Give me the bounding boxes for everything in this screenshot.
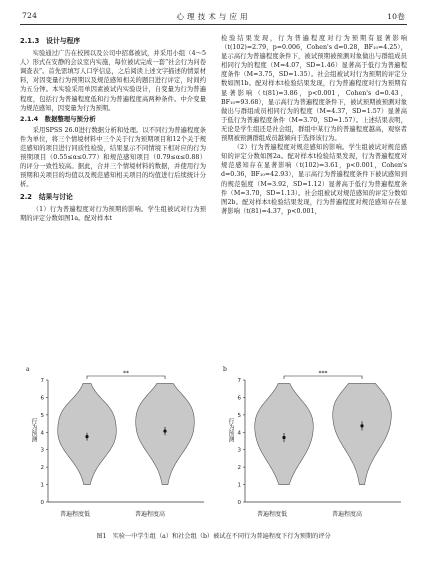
paragraph-results-cont: 检验结果发现，行为普遍程度对行为预期有显著影响（t(102)=2.79，p=0.006，Cohen's d=0.28，BF₁₀=4.25），显示高行为普遍程度条件下，被试预期被预测对象做出与群组成员相同行为的程度（M=4.07，SD=1.46）显著高于低行为普遍程度条件（M=3.75，SD=1.35）。社会组被试对行为预期的评定分数如图1b。配对样本t检验结果发现，行为普遍程度对行为预期有显著影响（t(81)=3.86，p<0.001，Cohen's d=0.43，BF₁₀=93.68），显示高行为普遍程度条件下，被试预期被预测对象做出与群组成员相同行为的程度（M=4.37，SD=1.57）显著高于低行为普遍程度条件（M=3.70，SD=1.57）。上述结果表明，无论是学生组还是社会组，群组中某行为的普遍程度越高，观察者预期被预测群组成员越倾向于选择该行为。 <box>221 35 407 143</box>
mean-point-1 <box>360 424 363 427</box>
page-number: 724 <box>22 11 38 20</box>
y-tick-label: 6 <box>237 395 241 402</box>
x-label-low-a: 普遍程度低 <box>60 511 91 518</box>
violin-chart-b <box>217 366 407 526</box>
violin-panel-a <box>20 366 210 526</box>
y-tick-label: 4 <box>40 430 44 437</box>
paragraph-data: 采用SPSS 26.0进行数据分析和处理。以不同行为普遍程度条件为单位，将三个情境材料中三个关于行为预期项目和12个关于规范感知的项目进行同质性检验，结果显示不同情境下相对应的行为预期项目（0.55≤α≤0.77）和规范感知项目（0.79≤α≤0.88）的评分一致性较高。据此，合并三个情境材料的数据，并使用行为预期和关项目的均值以及规范感知相关项目的均值进行后续统计分析。 <box>20 126 206 189</box>
journal-title: 心理技术与应用 <box>176 12 251 21</box>
panel-label-b: b <box>223 366 227 373</box>
figure-caption: 图1 实验一中学生组（a）和社会组（b）被试在不同行为普遍程度下行为预期的评分 <box>96 533 331 540</box>
y-tick-label: 1 <box>237 482 241 489</box>
section-heading-data: 2.1.4 数据整理与预分析 <box>20 114 96 123</box>
section-heading-results: 2.2 结果与讨论 <box>20 192 73 201</box>
x-label-low-b: 普遍程度低 <box>257 511 288 518</box>
y-axis-label-a: 行为预测 <box>30 418 37 442</box>
panel-label-a: a <box>26 366 30 373</box>
mean-point-0 <box>85 435 88 438</box>
y-axis-label-b: 行为预测 <box>227 418 234 442</box>
y-tick-label: 3 <box>237 447 241 454</box>
paragraph-results-2: （2）行为普遍程度对规范感知的影响。学生组被试对规范感知的评定分数如图2a。配对样本t检验结果发现，行为普遍程度对规范感知存在显著影响（t(102)=3.61，p<0.001，Cohen's d=0.36，BF₁₀=42.93），显示高行为普遍程度条件下被试感知到的规范强度（M=3.92，SD=1.12）显著高于低行为普遍程度条件（M=3.70，SD=1.13）。社会组被试对规范感知的评定分数如图2b。配对样本t检验结果发现，行为普遍程度对规范感知存在显著影响（t(81)=4.37，p<0.001， <box>221 144 407 215</box>
violin-panel-b <box>217 366 407 526</box>
right-column <box>221 34 407 216</box>
mean-point-0 <box>282 436 285 439</box>
x-label-high-b: 普遍程度高 <box>332 511 363 518</box>
significance-label: ** <box>123 370 129 377</box>
left-column <box>20 34 206 223</box>
y-tick-label: 1 <box>40 482 44 489</box>
paragraph-design: 实验通过广告在校园以及公司中招募被试，并采用小组（4～5人）形式在安静的会议室内实施，每位被试完成一套“社会行为问卷调查表”。首先需填写人口学信息，之后阅读上述文字描述的情景材料，对因变量行为预期以及规范感知相关的题目进行评定，时间约为五分钟。本实验采用单因素被试内实验设计，自变量为行为普遍程度，包括行为普遍程度低和行为普遍程度高两种条件。中介变量为规范感知，因变量为行为预期。 <box>20 50 206 112</box>
significance-label: *** <box>318 370 328 377</box>
header-rule <box>20 24 407 25</box>
y-tick-label: 7 <box>40 378 44 384</box>
y-tick-label: 3 <box>40 447 44 454</box>
y-tick-label: 7 <box>237 378 241 384</box>
x-label-high-a: 普遍程度高 <box>135 511 166 518</box>
y-tick-label: 6 <box>40 395 44 402</box>
y-tick-label: 5 <box>40 412 44 419</box>
figure-1 <box>20 366 407 526</box>
y-tick-label: 2 <box>237 465 241 472</box>
volume-label: 10卷 <box>387 12 405 21</box>
y-tick-label: 4 <box>237 430 241 437</box>
y-tick-label: 0 <box>40 500 44 506</box>
mean-point-1 <box>163 429 166 432</box>
paragraph-results-1: （1）行为普遍程度对行为预期的影响。学生组被试对行为预期的评定分数如图1a。配对样本t <box>20 205 206 222</box>
y-tick-label: 0 <box>237 500 241 506</box>
violin-chart-a <box>20 366 210 526</box>
section-heading-design: 2.1.3 设计与程序 <box>20 37 81 45</box>
y-tick-label: 2 <box>40 465 44 472</box>
y-tick-label: 5 <box>237 412 241 419</box>
violin-1 <box>333 383 392 484</box>
